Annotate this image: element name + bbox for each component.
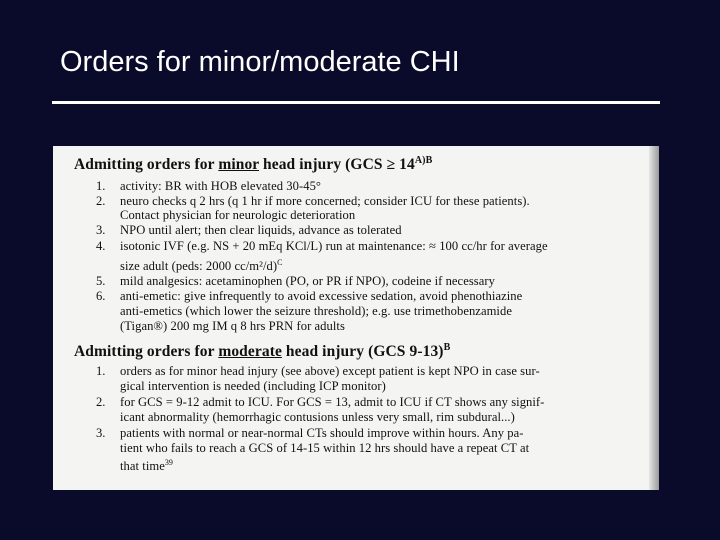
moderate-item-line: tient who fails to reach a GCS of 14-15 within 12 hrs should have a repeat CT at (120, 441, 530, 455)
page-edge-shadow (649, 146, 659, 490)
moderate-heading-suffix: head injury (GCS 9-13) (281, 343, 444, 361)
moderate-item-line: icant abnormality (hemorrhagic contusions unless very small, rim subdural...) (120, 410, 515, 424)
moderate-item-number: 1. (96, 364, 106, 378)
moderate-item-line-text: that time (120, 459, 165, 474)
minor-item-number: 5. (96, 274, 106, 288)
minor-item-line: isotonic IVF (e.g. NS + 20 mEq KCl/L) run at maintenance: ≈ 100 cc/hr for average (120, 239, 548, 253)
minor-heading-keyword: minor (218, 156, 260, 174)
moderate-heading-prefix: Admitting orders for (74, 343, 219, 361)
moderate-heading-superscript: B (443, 342, 451, 353)
scanned-text-image (53, 146, 659, 490)
minor-item-line: NPO until alert; then clear liquids, advance as tolerated (120, 223, 402, 237)
minor-item-line: neuro checks q 2 hrs (q 1 hr if more concerned; consider ICU for these patients). (120, 194, 530, 208)
minor-section-heading (74, 155, 432, 174)
minor-heading-superscript: A)B (414, 155, 433, 166)
minor-item-line: Contact physician for neurologic deterioration (120, 208, 356, 222)
minor-item-line: mild analgesics: acetaminophen (PO, or PR if NPO), codeine if necessary (120, 274, 495, 288)
moderate-item-line: orders as for minor head injury (see above) except patient is kept NPO in case sur- (120, 364, 540, 378)
moderate-section-heading (74, 342, 450, 361)
moderate-heading-keyword: moderate (218, 343, 282, 361)
minor-item-number: 3. (96, 223, 106, 237)
minor-item-line: anti-emetic: give infrequently to avoid excessive sedation, avoid phenothiazine (120, 289, 523, 303)
title-divider (52, 101, 660, 104)
minor-item-number: 2. (96, 194, 106, 208)
minor-heading-suffix: head injury (GCS ≥ 14 (259, 156, 415, 174)
minor-item-line: anti-emetics (which lower the seizure threshold); e.g. use trimethobenzamide (120, 304, 512, 318)
slide-title: Orders for minor/moderate CHI (60, 46, 460, 78)
minor-item-line-text: size adult (peds: 2000 cc/m²/d) (120, 259, 278, 274)
minor-item-line-with-sup (120, 256, 283, 273)
moderate-item-line: gical intervention is needed (including ICP monitor) (120, 379, 386, 393)
moderate-item-line: patients with normal or near-normal CTs should improve within hours. Any pa- (120, 426, 524, 440)
minor-item-superscript: C (277, 258, 283, 267)
minor-item-line: (Tigan®) 200 mg IM q 8 hrs PRN for adults (120, 319, 345, 333)
minor-item-number: 1. (96, 179, 106, 193)
minor-item-line: activity: BR with HOB elevated 30-45° (120, 179, 322, 193)
moderate-item-number: 2. (96, 395, 106, 409)
moderate-item-line: for GCS = 9-12 admit to ICU. For GCS = 13, admit to ICU if CT shows any signif- (120, 395, 545, 409)
moderate-item-line-with-sup (120, 456, 173, 473)
moderate-item-number: 3. (96, 426, 106, 440)
moderate-item-superscript: 39 (164, 458, 173, 467)
minor-item-number: 4. (96, 239, 106, 253)
minor-heading-prefix: Admitting orders for (74, 156, 219, 174)
minor-item-number: 6. (96, 289, 106, 303)
